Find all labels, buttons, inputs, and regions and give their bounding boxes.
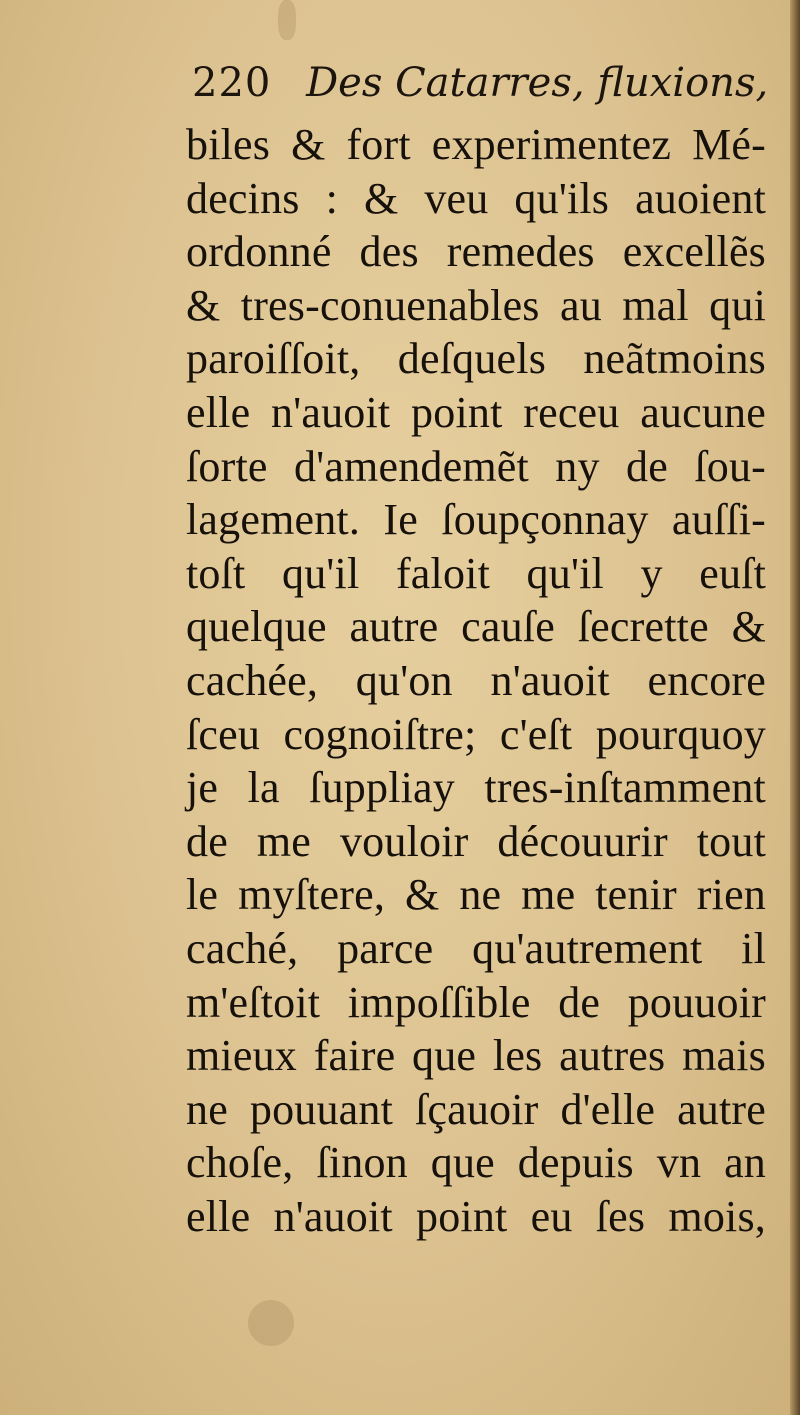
page-header [192, 60, 768, 106]
text-line: je la ſuppliay tres-inſtamment [186, 763, 766, 813]
paper-stain [248, 1300, 294, 1346]
text-line: biles & fort experimentez Mé- [186, 120, 766, 169]
text-line: decins : & veu qu'ils auoient [186, 173, 766, 223]
text-line: ne pouuant ſçauoir d'elle autre [186, 1084, 766, 1134]
text-line: mieux faire que les autres mais [186, 1031, 766, 1081]
page-number: 220 [192, 60, 272, 106]
text-line: paroiſſoit, deſquels neãtmoins [186, 334, 766, 384]
text-line: quelque autre cauſe ſecrette & [186, 602, 766, 652]
text-line: ſceu cognoiſtre; c'eſt pourquoy [186, 709, 766, 759]
text-line: & tres-conuenables au mal qui [186, 280, 766, 330]
text-line: elle n'auoit point eu ſes mois, [186, 1191, 766, 1241]
text-line: m'eſtoit impoſſible de pouuoir [186, 977, 766, 1027]
text-line: toſt qu'il faloit qu'il y euſt [186, 548, 766, 598]
running-title: Des Catarres, fluxions, [306, 60, 769, 106]
text-line: ordonné des remedes excellẽs [186, 227, 766, 277]
text-line: cachée, qu'on n'auoit encore [186, 655, 766, 705]
text-line: caché, parce qu'autrement il [186, 923, 766, 973]
text-line: ſorte d'amendemẽt ny de ſou- [186, 441, 766, 491]
text-line: de me vouloir découurir tout [186, 816, 766, 866]
page-edge [790, 0, 800, 1415]
paper-stain [278, 0, 296, 40]
text-line: lagement. Ie ſoupçonnay auſſi- [186, 495, 766, 545]
body-text [186, 118, 766, 1243]
text-line: choſe, ſinon que depuis vn an [186, 1138, 766, 1188]
text-line: elle n'auoit point receu aucune [186, 387, 766, 437]
text-line: le myſtere, & ne me tenir rien [186, 870, 766, 920]
